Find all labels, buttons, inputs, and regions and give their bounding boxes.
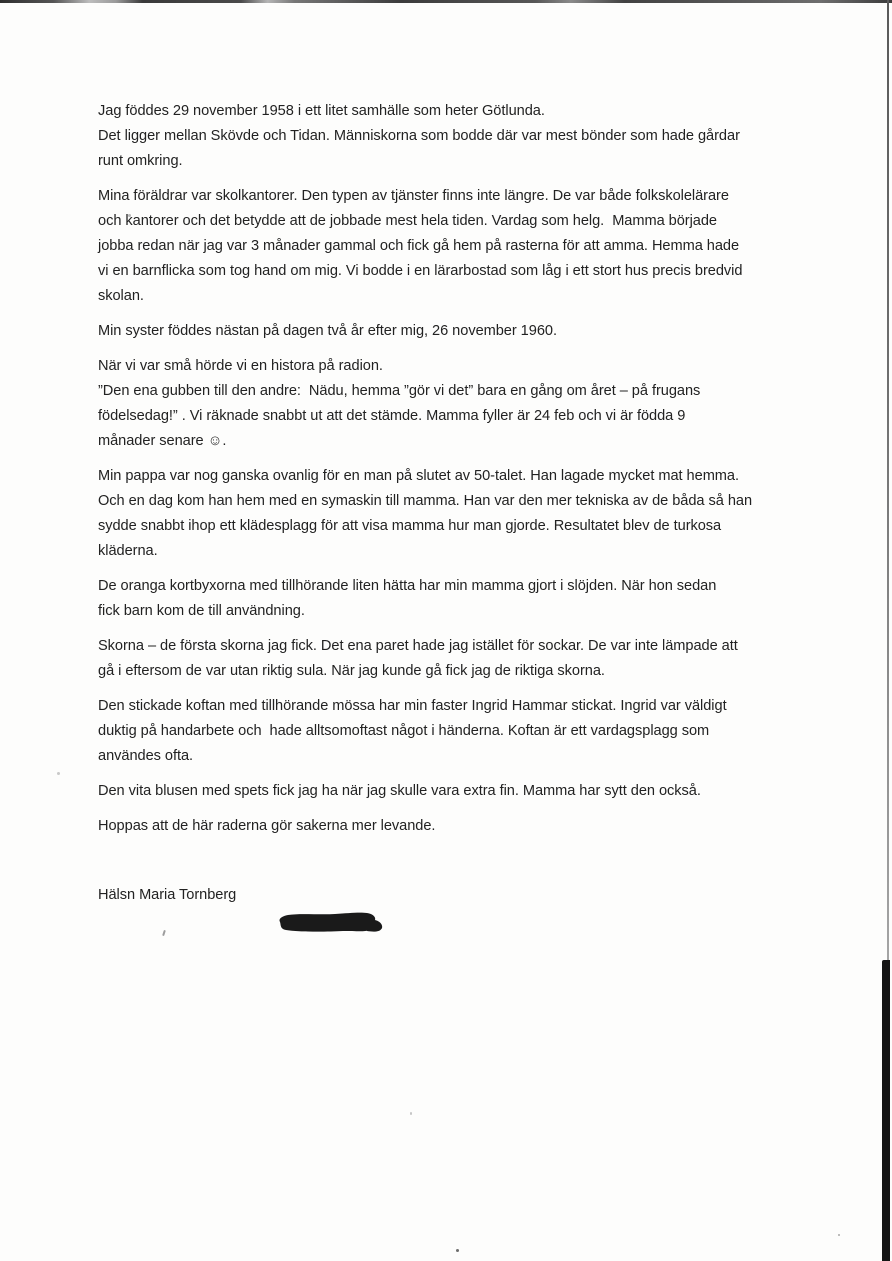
- text-line: kläderna.: [98, 543, 158, 559]
- text-line: Mina föräldrar var skolkantorer. Den typen av tjänster finns inte längre. De var både folkskolelärare: [98, 188, 729, 204]
- letter-body: [98, 99, 803, 839]
- paragraph: [98, 694, 803, 769]
- text-line: skolan.: [98, 288, 144, 304]
- scan-top-edge-artifact: [0, 0, 892, 3]
- text-line: Hoppas att de här raderna gör sakerna mer levande.: [98, 818, 436, 834]
- signature-text: Hälsn Maria Tornberg: [98, 887, 237, 903]
- paragraph: [98, 779, 803, 804]
- text-line: Min syster föddes nästan på dagen två år efter mig, 26 november 1960.: [98, 323, 557, 339]
- scan-speck: [410, 1112, 412, 1115]
- paragraph: [98, 99, 803, 174]
- paragraph: [98, 184, 803, 309]
- text-line: födelsedag!” . Vi räknade snabbt ut att det stämde. Mamma fyller är 24 feb och vi är födda 9: [98, 408, 686, 424]
- letter-text: [98, 99, 803, 970]
- scan-right-edge-bar-artifact: [882, 960, 890, 1261]
- scan-right-edge-thin-artifact: [887, 0, 889, 968]
- paragraph: [98, 354, 803, 454]
- redaction-scribble-icon: [243, 884, 385, 971]
- text-line: Den vita blusen med spets fick jag ha när jag skulle vara extra fin. Mamma har sytt den också.: [98, 783, 701, 799]
- text-line: runt omkring.: [98, 153, 183, 169]
- text-line: duktig på handarbete och hade alltsomoftast något i händerna. Koftan är ett vardagsplagg som: [98, 723, 710, 739]
- text-line: och kantorer och det betydde att de jobbade mest hela tiden. Vardag som helg. Mamma började: [98, 213, 717, 229]
- text-line: sydde snabbt ihop ett klädesplagg för att visa mamma hur man gjorde. Resultatet blev de turkosa: [98, 518, 722, 534]
- text-line: jobba redan när jag var 3 månader gammal och fick gå hem på rasterna för att amma. Hemma hade: [98, 238, 740, 254]
- text-line: Skorna – de första skorna jag fick. Det ena paret hade jag istället för sockar. De var inte lämpade att: [98, 638, 738, 654]
- text-line: Det ligger mellan Skövde och Tidan. Människorna som bodde där var mest bönder som hade gårdar: [98, 128, 740, 144]
- paragraph: [98, 464, 803, 564]
- paragraph: [98, 814, 803, 839]
- scan-speck: [838, 1234, 840, 1236]
- text-line: När vi var små hörde vi en histora på radion.: [98, 358, 383, 374]
- paragraph: [98, 319, 803, 344]
- text-line: De oranga kortbyxorna med tillhörande liten hätta har min mamma gjort i slöjden. När hon sedan: [98, 578, 717, 594]
- signature-line: [98, 883, 803, 970]
- scan-speck: [456, 1249, 459, 1252]
- text-line: Min pappa var nog ganska ovanlig för en man på slutet av 50-talet. Han lagade mycket mat hemma.: [98, 468, 739, 484]
- scan-speck: [57, 772, 60, 775]
- paragraph: [98, 574, 803, 624]
- text-line: månader senare ☺.: [98, 433, 227, 449]
- paragraph: [98, 634, 803, 684]
- text-line: fick barn kom de till användning.: [98, 603, 305, 619]
- text-line: användes ofta.: [98, 748, 194, 764]
- text-line: Och en dag kom han hem med en symaskin till mamma. Han var den mer tekniska av de båda så han: [98, 493, 753, 509]
- text-line: gå i eftersom de var utan riktig sula. När jag kunde gå fick jag de riktiga skorna.: [98, 663, 605, 679]
- text-line: ”Den ena gubben till den andre: Nädu, hemma ”gör vi det” bara en gång om året – på frugans: [98, 383, 701, 399]
- text-line: vi en barnflicka som tog hand om mig. Vi bodde i en lärarbostad som låg i ett stort hus precis bredvid: [98, 263, 743, 279]
- text-line: Den stickade koftan med tillhörande mössa har min faster Ingrid Hammar stickat. Ingrid var väldigt: [98, 698, 727, 714]
- text-line: Jag föddes 29 november 1958 i ett litet samhälle som heter Götlunda.: [98, 103, 545, 119]
